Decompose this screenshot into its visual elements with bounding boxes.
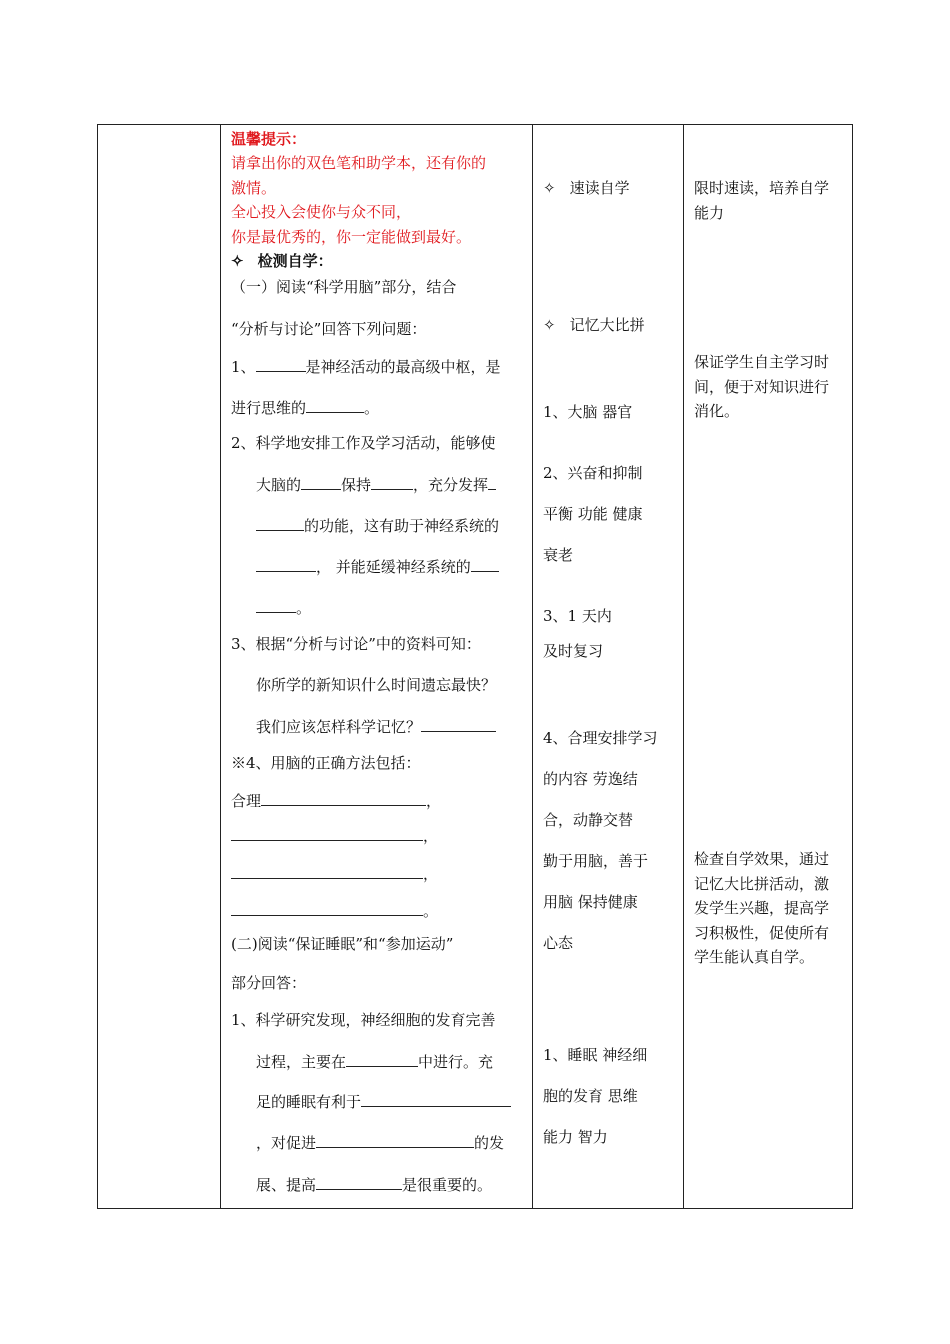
question-text: 。	[423, 902, 439, 920]
tip-line: 请拿出你的双色笔和助学本，还有你的	[231, 154, 487, 172]
question-text: 。	[364, 399, 380, 417]
answer-line: 勤于用脑，善于	[543, 852, 649, 870]
answer-line: 用脑 保持健康	[543, 893, 638, 911]
answer-line: 衰老	[543, 546, 574, 564]
question-4	[231, 863, 438, 884]
part2-intro: (二)阅读“保证睡眠”和“参加运动”	[231, 935, 454, 953]
question-text: ， 并能延缓神经系统的	[316, 558, 471, 576]
question-1	[231, 356, 501, 377]
question-text: 足的睡眠有利于	[256, 1093, 362, 1111]
answer-blank[interactable]	[316, 1174, 402, 1190]
question-1	[231, 397, 379, 418]
answer-line: 4、合理安排学习	[543, 729, 658, 747]
part2-question-1	[256, 1091, 511, 1112]
answer-line: 胞的发育 思维	[543, 1087, 638, 1105]
question-3	[256, 716, 496, 737]
tip-title: 温馨提示：	[231, 130, 307, 148]
answer-blank[interactable]	[231, 863, 423, 879]
question-text: ，	[426, 792, 442, 810]
activity-item	[543, 178, 630, 198]
answer-line: 心态	[543, 934, 574, 952]
diamond-icon: ✧	[231, 252, 244, 270]
intent-line: 发学生兴趣，提高学	[694, 899, 830, 917]
answer-line: 合，动静交替	[543, 811, 634, 829]
answer-blank[interactable]	[306, 397, 364, 413]
answer-blank[interactable]	[316, 1132, 474, 1148]
question-2	[256, 556, 499, 577]
question-text: 过程，主要在	[256, 1053, 347, 1071]
question-text: ，	[423, 865, 439, 883]
question-4: ※4、用脑的正确方法包括：	[231, 754, 421, 772]
part1-intro: “分析与讨论”回答下列问题：	[231, 320, 427, 338]
question-text: 中进行。充	[418, 1053, 494, 1071]
intent-line: 间，便于对知识进行	[694, 378, 830, 396]
part2-question-1: 1、科学研究发现，神经细胞的发育完善	[231, 1011, 496, 1029]
question-text: 保持	[341, 476, 372, 494]
content-cell	[98, 125, 854, 1210]
question-4	[231, 900, 438, 921]
question-text: ，对促进	[256, 1134, 317, 1152]
question-text: 1、	[231, 358, 256, 376]
question-2	[256, 597, 311, 618]
intent-line: 保证学生自主学习时	[694, 353, 830, 371]
question-4	[231, 790, 441, 811]
answer-blank[interactable]	[256, 515, 304, 531]
question-text: 是神经活动的最高级中枢，是	[305, 358, 501, 376]
intent-line: 检查自学效果，通过	[694, 850, 830, 868]
question-text: 展、提高	[256, 1176, 317, 1194]
part2-question-1	[256, 1051, 493, 1072]
intent-line: 学生能认真自学。	[694, 948, 815, 966]
answer-blank[interactable]	[256, 556, 316, 572]
answer-blank[interactable]	[471, 556, 499, 572]
question-2: 2、科学地安排工作及学习活动，能够使	[231, 434, 496, 452]
question-text: ，充分发挥	[413, 476, 489, 494]
activity-label: 记忆大比拼	[569, 316, 645, 334]
answer-blank[interactable]	[346, 1051, 418, 1067]
answer-blank[interactable]	[256, 597, 296, 613]
answer-line: 1、大脑 器官	[543, 403, 633, 421]
intent-line: 能力	[694, 204, 725, 222]
tip-line: 全心投入会使你与众不同，	[231, 203, 412, 221]
tip-line: 你是最优秀的，你一定能做到最好。	[231, 228, 472, 246]
answer-line: 的内容 劳逸结	[543, 770, 638, 788]
answer-blank[interactable]	[361, 1091, 511, 1107]
answer-blank[interactable]	[256, 356, 306, 372]
section-heading	[231, 251, 333, 271]
answer-blank[interactable]	[231, 900, 423, 916]
answer-blank[interactable]	[231, 825, 423, 841]
part2-question-1	[256, 1174, 492, 1195]
diamond-icon: ✧	[543, 179, 556, 197]
answer-line: 及时复习	[543, 642, 604, 660]
answer-line: 3、1 天内	[543, 607, 612, 625]
intent-line: 消化。	[694, 402, 740, 420]
question-text: 合理	[231, 792, 262, 810]
lesson-table	[97, 124, 853, 1209]
question-4	[231, 825, 438, 846]
question-text: 的功能，这有助于神经系统的	[304, 517, 500, 535]
part2-intro: 部分回答：	[231, 974, 307, 992]
answer-line: 1、睡眠 神经细	[543, 1046, 648, 1064]
question-text: 大脑的	[256, 476, 302, 494]
answer-line: 能力 智力	[543, 1128, 608, 1146]
section-title: 检测自学：	[257, 252, 333, 270]
answer-line: 平衡 功能 健康	[543, 505, 643, 523]
question-text: 的发	[474, 1134, 505, 1152]
answer-line: 2、兴奋和抑制	[543, 464, 643, 482]
question-2	[256, 474, 496, 495]
question-text: 进行思维的	[231, 399, 307, 417]
intent-line: 限时速读，培养自学	[694, 179, 830, 197]
part2-question-1	[256, 1132, 504, 1153]
answer-blank[interactable]	[371, 474, 413, 490]
tip-line: 激情。	[231, 179, 277, 197]
part1-intro: （一）阅读“科学用脑”部分，结合	[231, 278, 457, 296]
question-3: 3、根据“分析与讨论”中的资料可知：	[231, 635, 481, 653]
answer-blank[interactable]	[488, 474, 496, 490]
answer-blank[interactable]	[261, 790, 426, 806]
question-text: 。	[296, 599, 312, 617]
question-2	[256, 515, 499, 536]
question-3: 你所学的新知识什么时间遗忘最快？	[256, 676, 497, 694]
intent-line: 记忆大比拼活动，激	[694, 875, 830, 893]
diamond-icon: ✧	[543, 316, 556, 334]
activity-item	[543, 315, 645, 335]
answer-blank[interactable]	[421, 716, 496, 732]
question-text: ，	[423, 827, 439, 845]
question-text: 我们应该怎样科学记忆？	[256, 718, 422, 736]
answer-blank[interactable]	[301, 474, 341, 490]
question-text: 是很重要的。	[402, 1176, 493, 1194]
activity-label: 速读自学	[569, 179, 630, 197]
intent-line: 习积极性，促使所有	[694, 924, 830, 942]
